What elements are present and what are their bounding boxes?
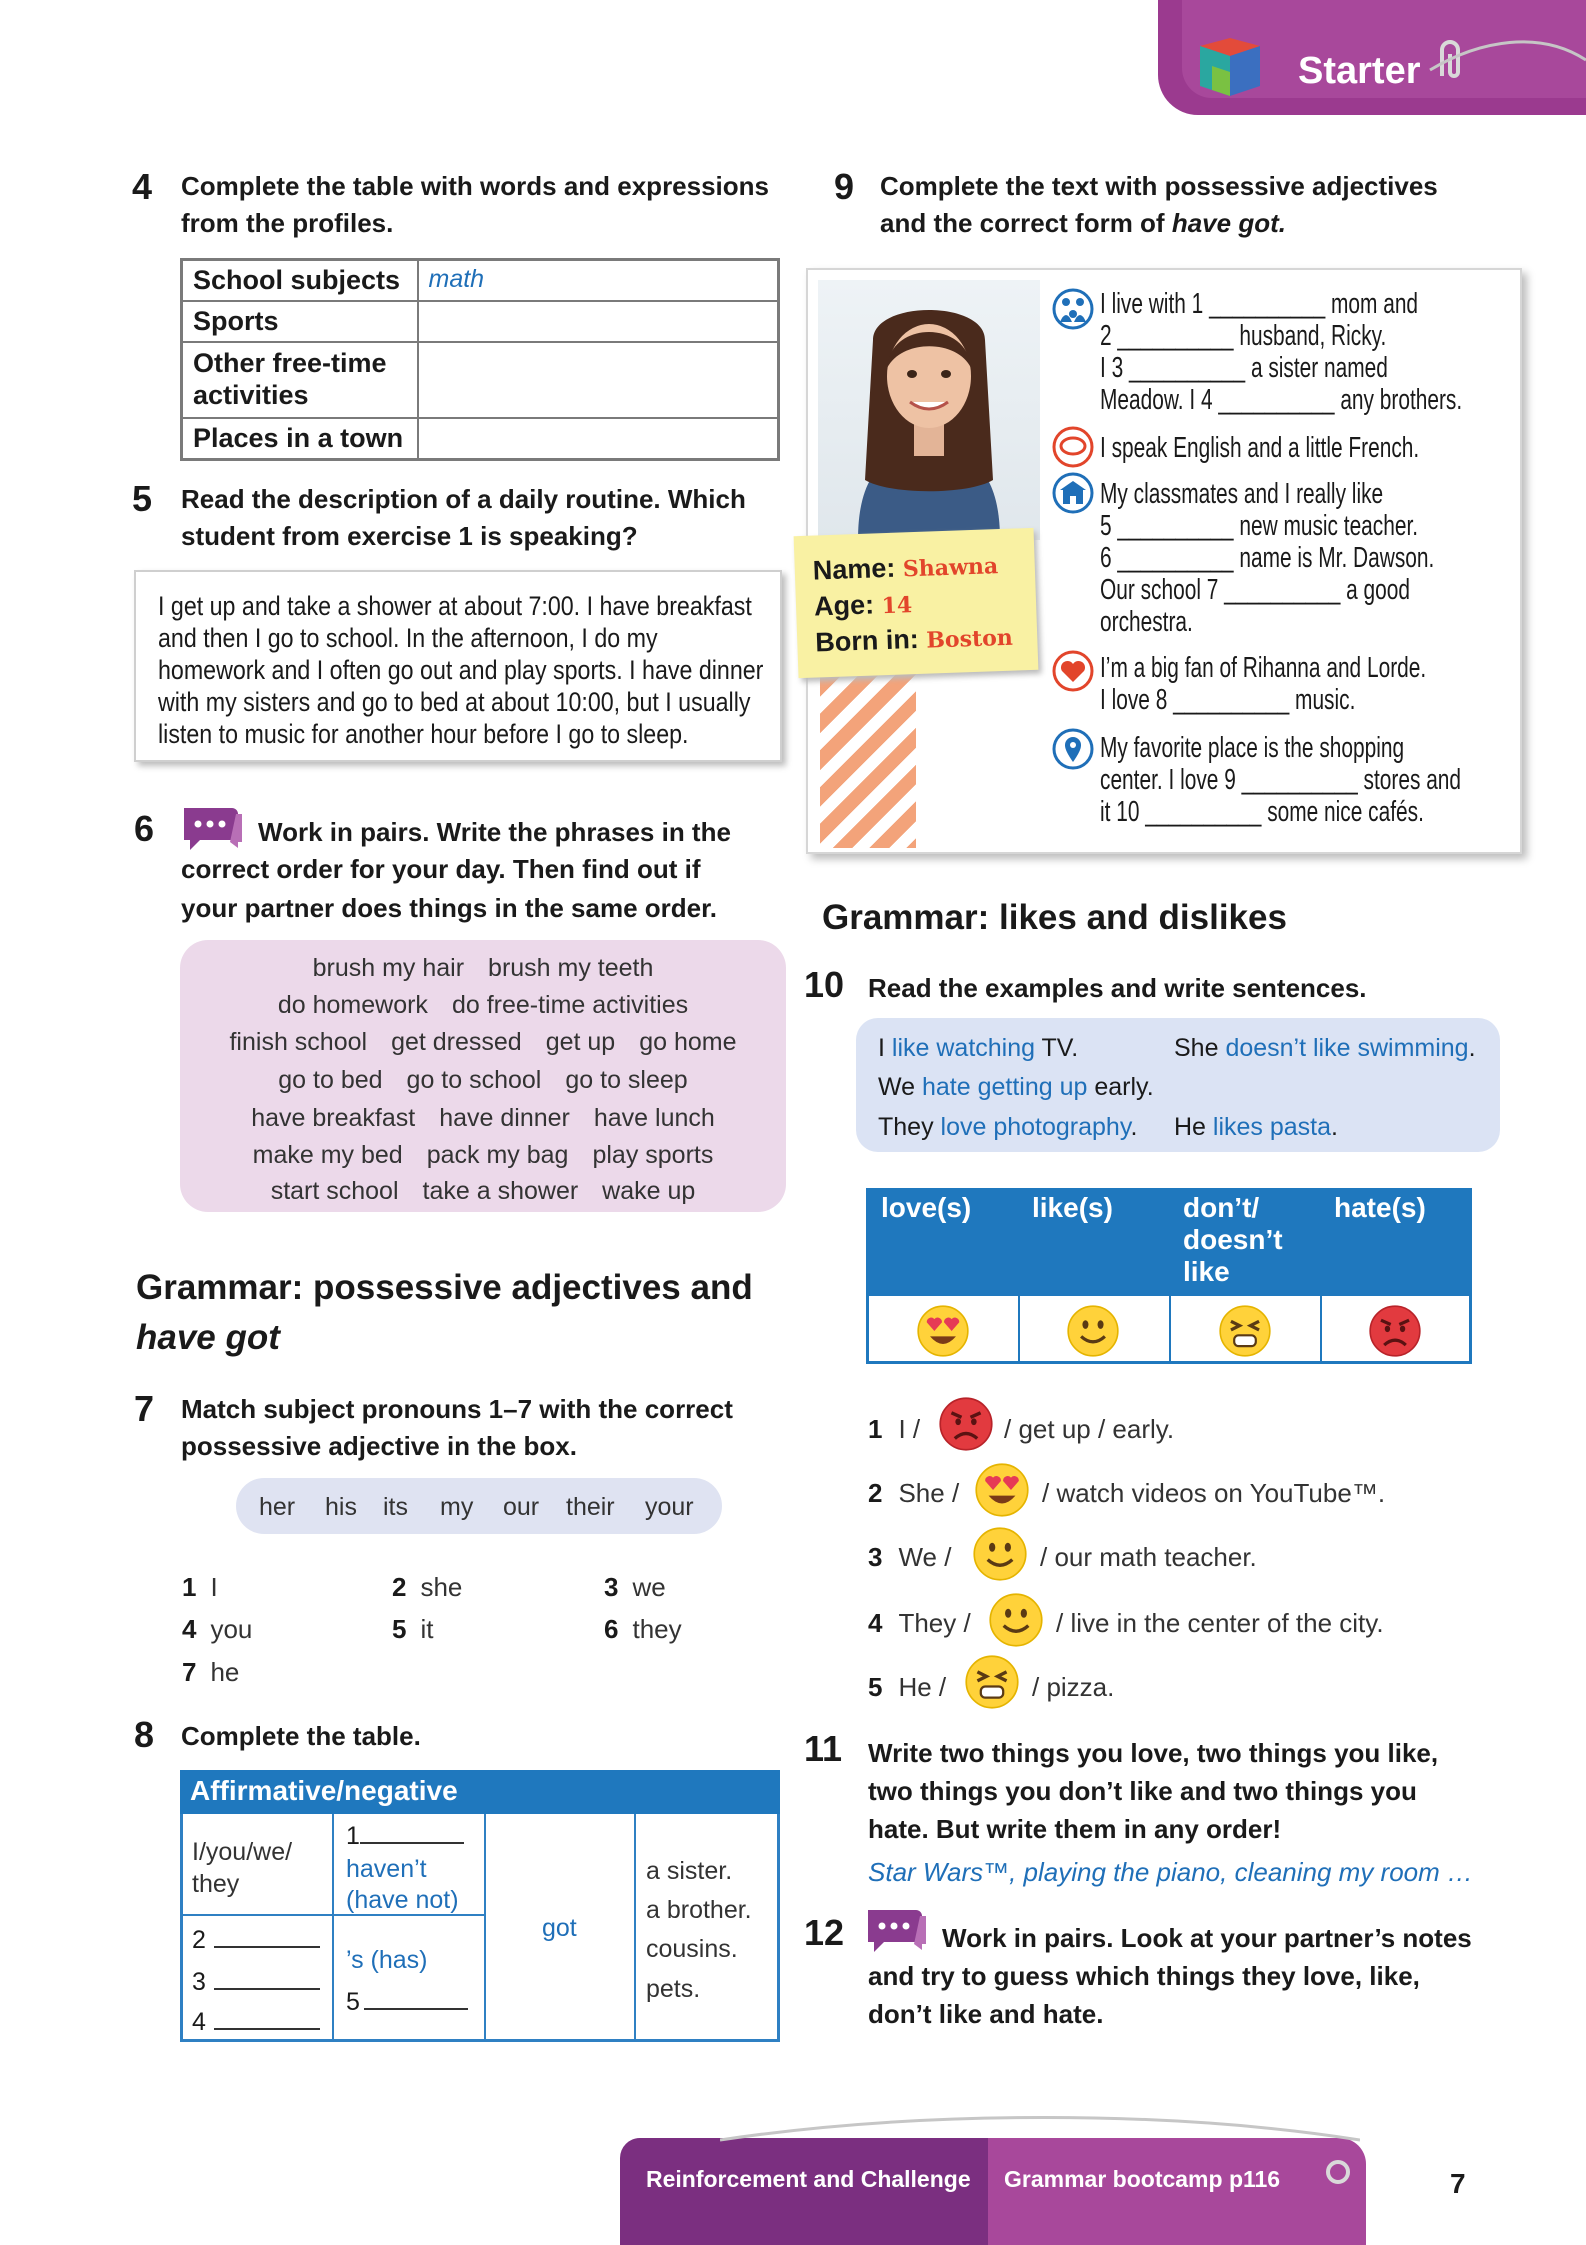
ex4-number: 4	[132, 166, 153, 207]
ex6-line2: correct order for your day. Then find out if	[181, 854, 701, 884]
daily-routine-text-box	[134, 570, 782, 762]
ex9-instruction-line1: Complete the text with possessive adjectives	[880, 171, 1438, 201]
possessive-word: his	[325, 1493, 357, 1521]
profile-text-line: Our school 7 __________ a good	[1100, 574, 1410, 606]
header-likes: like(s)	[1020, 1188, 1169, 1296]
profile-text-line: 6 __________ name is Mr. Dawson.	[1100, 542, 1435, 574]
object-item: a brother.	[646, 1896, 752, 1924]
possessive-word: your	[645, 1493, 694, 1521]
phrase: make my bed	[252, 1141, 403, 1169]
pronoun-item: 5 it	[392, 1614, 434, 1644]
routine-line: and then I go to school. In the afternoon, I do my	[158, 623, 658, 653]
ex7-number: 7	[134, 1388, 155, 1429]
pair-work-icon	[180, 804, 246, 854]
blank-3[interactable]: 3	[192, 1968, 320, 1997]
ex4-row-label: Places in a town	[182, 418, 418, 460]
starter-cube-icon	[1190, 36, 1270, 100]
tab-wire-decoration	[1420, 20, 1586, 110]
ex5-instruction: Read the description of a daily routine. Which student from exercise 1 is speaking?	[181, 484, 746, 551]
phrase: start school	[270, 1177, 399, 1205]
phrase: get dressed	[391, 1028, 522, 1056]
example-sentence: He likes pasta.	[1174, 1113, 1338, 1141]
phrase-row	[180, 954, 786, 983]
phrase: go to sleep	[565, 1066, 688, 1094]
phrase: go to school	[406, 1066, 542, 1094]
profile-text-line: I speak English and a little French.	[1100, 432, 1420, 464]
ex6-line3: your partner does things in the same order.	[181, 893, 718, 923]
table-divider	[1169, 1188, 1171, 1364]
age-line: Age: 14	[813, 589, 913, 622]
profile-text-line: My classmates and I really like	[1100, 478, 1384, 510]
phrase: do free-time activities	[451, 991, 689, 1019]
ex10-instruction: Read the examples and write sentences.	[868, 973, 1367, 1003]
ex4-row-label: Other free-time activities	[182, 342, 418, 418]
phrase: pack my bag	[426, 1141, 569, 1169]
grammar-heading-possessives: Grammar: possessive adjectives and	[136, 1268, 753, 1307]
possessive-word: my	[440, 1493, 474, 1521]
upset-emoji-icon	[964, 1654, 1020, 1710]
pronoun-item: 1 I	[182, 1572, 218, 1602]
possessive-word: her	[259, 1493, 296, 1521]
object-item: a sister.	[646, 1857, 733, 1885]
object-item: pets.	[646, 1975, 701, 2003]
ex8-number: 8	[134, 1714, 155, 1755]
routine-line: listen to music for another hour before I go to sleep.	[158, 719, 689, 749]
possessive-word: its	[383, 1493, 408, 1521]
ex4-table	[180, 258, 780, 461]
ex12-line2: and try to guess which things they love, like,	[868, 1961, 1420, 1991]
ex8-instruction: Complete the table.	[181, 1721, 421, 1751]
prompt-sentence: 3 We /	[868, 1542, 952, 1572]
school-icon	[1052, 472, 1094, 514]
table-divider	[484, 1814, 486, 2042]
profile-text-line: I live with 1 __________ mom and	[1100, 288, 1419, 320]
ex10-number: 10	[804, 964, 845, 1005]
prompt-sentence: 4 They /	[868, 1608, 971, 1638]
reinforcement-link[interactable]: Reinforcement and Challenge	[646, 2166, 971, 2192]
profile-text-line: 5 __________ new music teacher.	[1100, 510, 1419, 542]
ex9-instruction-line2: and the correct form of have got.	[880, 208, 1286, 238]
upset-emoji-icon	[1218, 1304, 1272, 1358]
phrase-row	[180, 991, 786, 1020]
grammar-heading-have-got: have got	[136, 1318, 280, 1357]
ex12-number: 12	[804, 1912, 845, 1953]
love-emoji-icon	[974, 1462, 1030, 1518]
phrase: brush my teeth	[488, 954, 654, 982]
object-item: cousins.	[646, 1935, 738, 1963]
pronoun-item: 2 she	[392, 1572, 463, 1602]
name-line: Name: Shawna	[812, 552, 999, 586]
grammar-bootcamp-link[interactable]: Grammar bootcamp p116	[1004, 2166, 1281, 2192]
speech-icon	[1052, 426, 1094, 468]
ex12-line1: Work in pairs. Look at your partner’s notes	[942, 1923, 1472, 1953]
phrase-row	[180, 1028, 786, 1057]
profile-text-line: My favorite place is the shopping	[1100, 732, 1405, 764]
girl-portrait-image	[818, 280, 1040, 540]
prompt-sentence-rest: / watch videos on YouTube™.	[1042, 1478, 1386, 1508]
starter-label: Starter	[1298, 50, 1421, 92]
ex4-row-label: Sports	[182, 301, 418, 342]
profile-text-line: Meadow. I 4 __________ any brothers.	[1100, 384, 1463, 416]
grammar-heading-likes: Grammar: likes and dislikes	[822, 898, 1287, 937]
phrase: get up	[545, 1028, 616, 1056]
ex4-row-value[interactable]: math	[418, 260, 779, 302]
phrase: finish school	[229, 1028, 368, 1056]
example-sentence: We hate getting up early.	[878, 1073, 1154, 1101]
routine-line: with my sisters and go to bed at about 10:00, but I usually	[158, 687, 751, 717]
negative-full-form: (have not)	[346, 1886, 459, 1914]
phrase: wake up	[602, 1177, 696, 1205]
ex9-number: 9	[834, 166, 855, 207]
has-short-form: ’s (has)	[346, 1946, 428, 1974]
pair-work-icon	[864, 1906, 930, 1956]
pronoun-item: 4 you	[182, 1614, 253, 1644]
smile-emoji-icon	[988, 1592, 1044, 1648]
prompt-sentence: 2 She /	[868, 1478, 960, 1508]
ex11-example: Star Wars™, playing the piano, cleaning my room …	[868, 1857, 1474, 1887]
possessive-word: our	[503, 1493, 540, 1521]
prompt-sentence-rest: / live in the center of the city.	[1056, 1608, 1384, 1638]
page-number: 7	[1450, 2168, 1466, 2199]
profile-text-line: 2 __________ husband, Ricky.	[1100, 320, 1387, 352]
prompt-sentence-rest: / get up / early.	[1004, 1414, 1175, 1444]
phrase: brush my hair	[312, 954, 465, 982]
footer-wire-decoration	[720, 2110, 1360, 2150]
ex4-row-value[interactable]	[418, 418, 779, 460]
ex11-number: 11	[804, 1728, 843, 1769]
table-divider	[332, 1814, 334, 2042]
profile-text-line: I 3 __________ a sister named	[1100, 352, 1388, 384]
phrase: have dinner	[439, 1104, 570, 1132]
routine-line: homework and I often go out and play sports. I have dinner	[158, 655, 764, 685]
angry-emoji-icon	[938, 1396, 994, 1452]
ex6-line1: Work in pairs. Write the phrases in the	[258, 817, 731, 847]
pronoun-item: 6 they	[604, 1614, 682, 1644]
negative-short-form: haven’t	[346, 1855, 427, 1883]
example-sentence: She doesn’t like swimming.	[1174, 1034, 1476, 1062]
phrase: do homework	[277, 991, 428, 1019]
blank-1[interactable]: 1	[346, 1822, 464, 1851]
phrase: play sports	[592, 1141, 714, 1169]
ex6-number: 6	[134, 808, 155, 849]
profile-sticky-note	[794, 528, 1039, 678]
phrase: go home	[639, 1028, 737, 1056]
example-sentence: They love photography.	[878, 1113, 1138, 1141]
ex12-line3: don’t like and hate.	[868, 1999, 1104, 2029]
blank-4[interactable]: 4	[192, 2008, 320, 2037]
table-divider	[1320, 1188, 1322, 1364]
phrase: have breakfast	[251, 1104, 416, 1132]
heart-icon	[1052, 650, 1094, 692]
subject-i-you-we-they: I/you/we/ they	[192, 1838, 293, 1898]
love-emoji-icon	[916, 1304, 970, 1358]
have-got-table-header: Affirmative/negative	[180, 1770, 780, 1814]
paperclip-icon	[1316, 2150, 1360, 2194]
angry-emoji-icon	[1368, 1304, 1422, 1358]
phrase: go to bed	[278, 1066, 383, 1094]
profile-text-line: I love 8 __________ music.	[1100, 684, 1356, 716]
ex4-row-value[interactable]	[418, 301, 779, 342]
ex7-instruction: Match subject pronouns 1–7 with the correct possessive adjective in the box.	[181, 1394, 733, 1461]
ex4-row-value[interactable]	[418, 342, 779, 418]
born-line: Born in: Boston	[814, 623, 1014, 658]
location-pin-icon	[1052, 728, 1094, 770]
header-hates: hate(s)	[1322, 1188, 1469, 1296]
profile-text-line: I’m a big fan of Rihanna and Lorde.	[1100, 652, 1427, 684]
table-divider	[1018, 1188, 1020, 1364]
pronoun-item: 3 we	[604, 1572, 666, 1602]
ex11-line2: two things you don’t like and two things you	[868, 1776, 1417, 1806]
ex4-row-label: School subjects	[182, 260, 418, 302]
prompt-sentence: 1 I /	[868, 1414, 921, 1444]
prompt-sentence-rest: / our math teacher.	[1040, 1542, 1257, 1572]
possessive-word: their	[566, 1493, 615, 1521]
phrase-row	[180, 1177, 786, 1206]
family-icon	[1052, 288, 1094, 330]
routine-line: I get up and take a shower at about 7:00. I have breakfast	[158, 591, 752, 621]
prompt-sentence-rest: / pizza.	[1032, 1672, 1115, 1702]
profile-text-line: center. I love 9 __________ stores and	[1100, 764, 1462, 796]
blank-2[interactable]: 2	[192, 1926, 320, 1955]
phrase-row	[180, 1066, 786, 1095]
ex4-instruction: Complete the table with words and expressions from the profiles.	[181, 171, 770, 238]
ex5-number: 5	[132, 478, 153, 519]
smile-emoji-icon	[1066, 1304, 1120, 1358]
header-dont-like: don’t/ doesn’t like	[1171, 1188, 1320, 1296]
header-loves: love(s)	[869, 1188, 1018, 1296]
ex11-line3: hate. But write them in any order!	[868, 1814, 1282, 1844]
verb-got: got	[542, 1914, 577, 1942]
phrase-row	[180, 1104, 786, 1133]
pronoun-item: 7 he	[182, 1657, 240, 1687]
phrase: take a shower	[422, 1177, 579, 1205]
phrase: have lunch	[593, 1104, 715, 1132]
shawna-photo	[818, 280, 1040, 540]
blank-5[interactable]: 5	[346, 1988, 468, 2017]
example-sentence: I like watching TV.	[878, 1034, 1079, 1062]
ex11-line1: Write two things you love, two things you like,	[868, 1738, 1439, 1768]
profile-text-line: it 10 __________ some nice cafés.	[1100, 796, 1424, 828]
phrase-row	[180, 1141, 786, 1170]
profile-text-line: orchestra.	[1100, 606, 1193, 638]
smile-emoji-icon	[972, 1526, 1028, 1582]
table-divider	[634, 1814, 636, 2042]
prompt-sentence: 5 He /	[868, 1672, 947, 1702]
